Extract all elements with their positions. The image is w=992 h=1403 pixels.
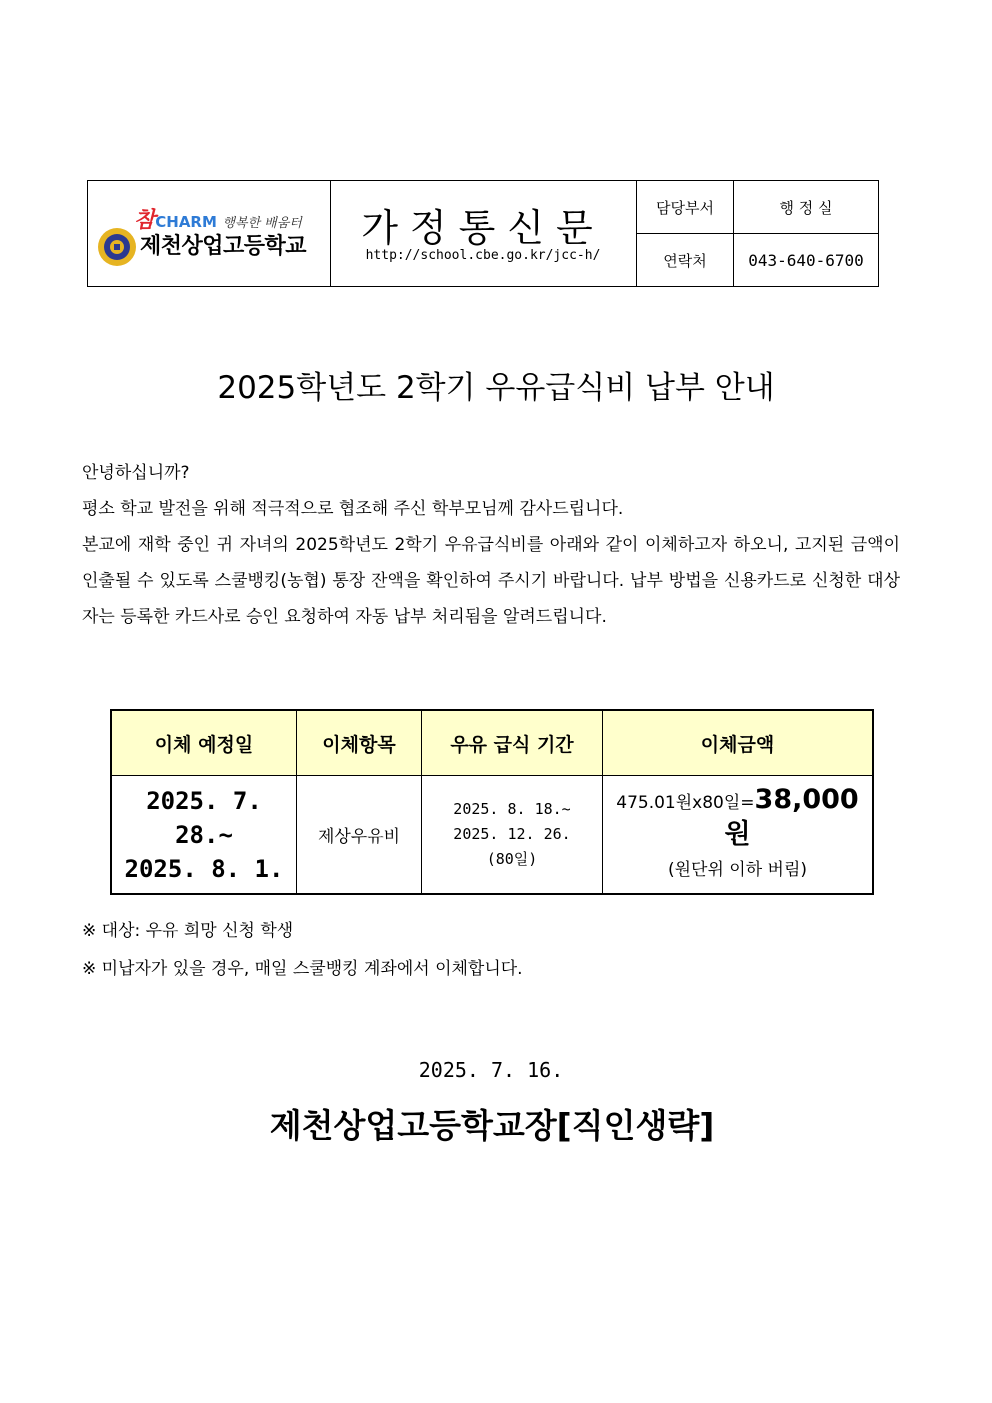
- title-cell: [330, 181, 637, 286]
- school-logo: [88, 181, 331, 286]
- logo-slogan: 참CHARM 행복한 배움터: [134, 207, 302, 233]
- newsletter-title: 가정통신문: [361, 206, 605, 250]
- issue-date: 2025. 7. 16.: [418, 1058, 564, 1082]
- contact-label: 연락처: [637, 234, 734, 286]
- newsletter-header: [87, 180, 879, 287]
- amount-total: 38,000원: [724, 783, 859, 850]
- paragraph-notice: 본교에 재학 중인 귀 자녀의 2025학년도 2학기 우유급식비를 아래와 같이 이체하고자 하오니, 고지된 금액이 인출될 수 있도록 스쿨뱅킹(농협) 통장 잔액을 확인하여 주시기 바랍니다. 납부 방법을 신용카드로 신청한 대상자는 등록한 카드사로 승인 요청하여 자동 납부 처리됨을 알려드립니다.: [82, 535, 900, 627]
- body-text: [82, 455, 900, 635]
- contact-value: 043-640-6700: [748, 250, 864, 270]
- principal-signature: 제천상업고등학교장[직인생략]: [269, 1106, 715, 1145]
- table-row: [111, 776, 873, 895]
- document-title: 2025학년도 2학기 우유급식비 납부 안내: [217, 370, 775, 406]
- school-url[interactable]: http://school.cbe.go.kr/jcc-h/: [365, 248, 601, 263]
- note-unpaid: ※ 미납자가 있을 경우, 매일 스쿨뱅킹 계좌에서 이체합니다.: [82, 959, 523, 979]
- col-header-period: 우유 급식 기간: [422, 710, 603, 776]
- transfer-item-cell: 제상우유비: [297, 776, 422, 895]
- col-header-amount: 이체금액: [603, 710, 874, 776]
- notes: [82, 912, 523, 988]
- greeting: 안녕하십니까?: [82, 463, 190, 483]
- table-header-row: [111, 710, 873, 776]
- dept-value: 행 정 실: [734, 181, 878, 234]
- col-header-item: 이체항목: [297, 710, 422, 776]
- dept-label: 담당부서: [637, 181, 734, 234]
- amount-cell: [603, 776, 874, 895]
- payment-table: [110, 709, 874, 895]
- note-target: ※ 대상: 우유 희망 신청 학생: [82, 921, 294, 941]
- col-header-date: 이체 예정일: [111, 710, 297, 776]
- amount-note: (원단위 이하 버림): [667, 859, 808, 880]
- period-cell: 2025. 8. 18.~ 2025. 12. 26. (80일): [422, 776, 603, 895]
- transfer-date-cell: 2025. 7. 28.~ 2025. 8. 1.: [111, 776, 297, 895]
- school-name: 제천상업고등학교: [140, 234, 307, 259]
- school-emblem-icon: [97, 227, 137, 267]
- amount-calc: 475.01원x80일=: [616, 792, 755, 813]
- paragraph-thanks: 평소 학교 발전을 위해 적극적으로 협조해 주신 학부모님께 감사드립니다.: [82, 499, 624, 519]
